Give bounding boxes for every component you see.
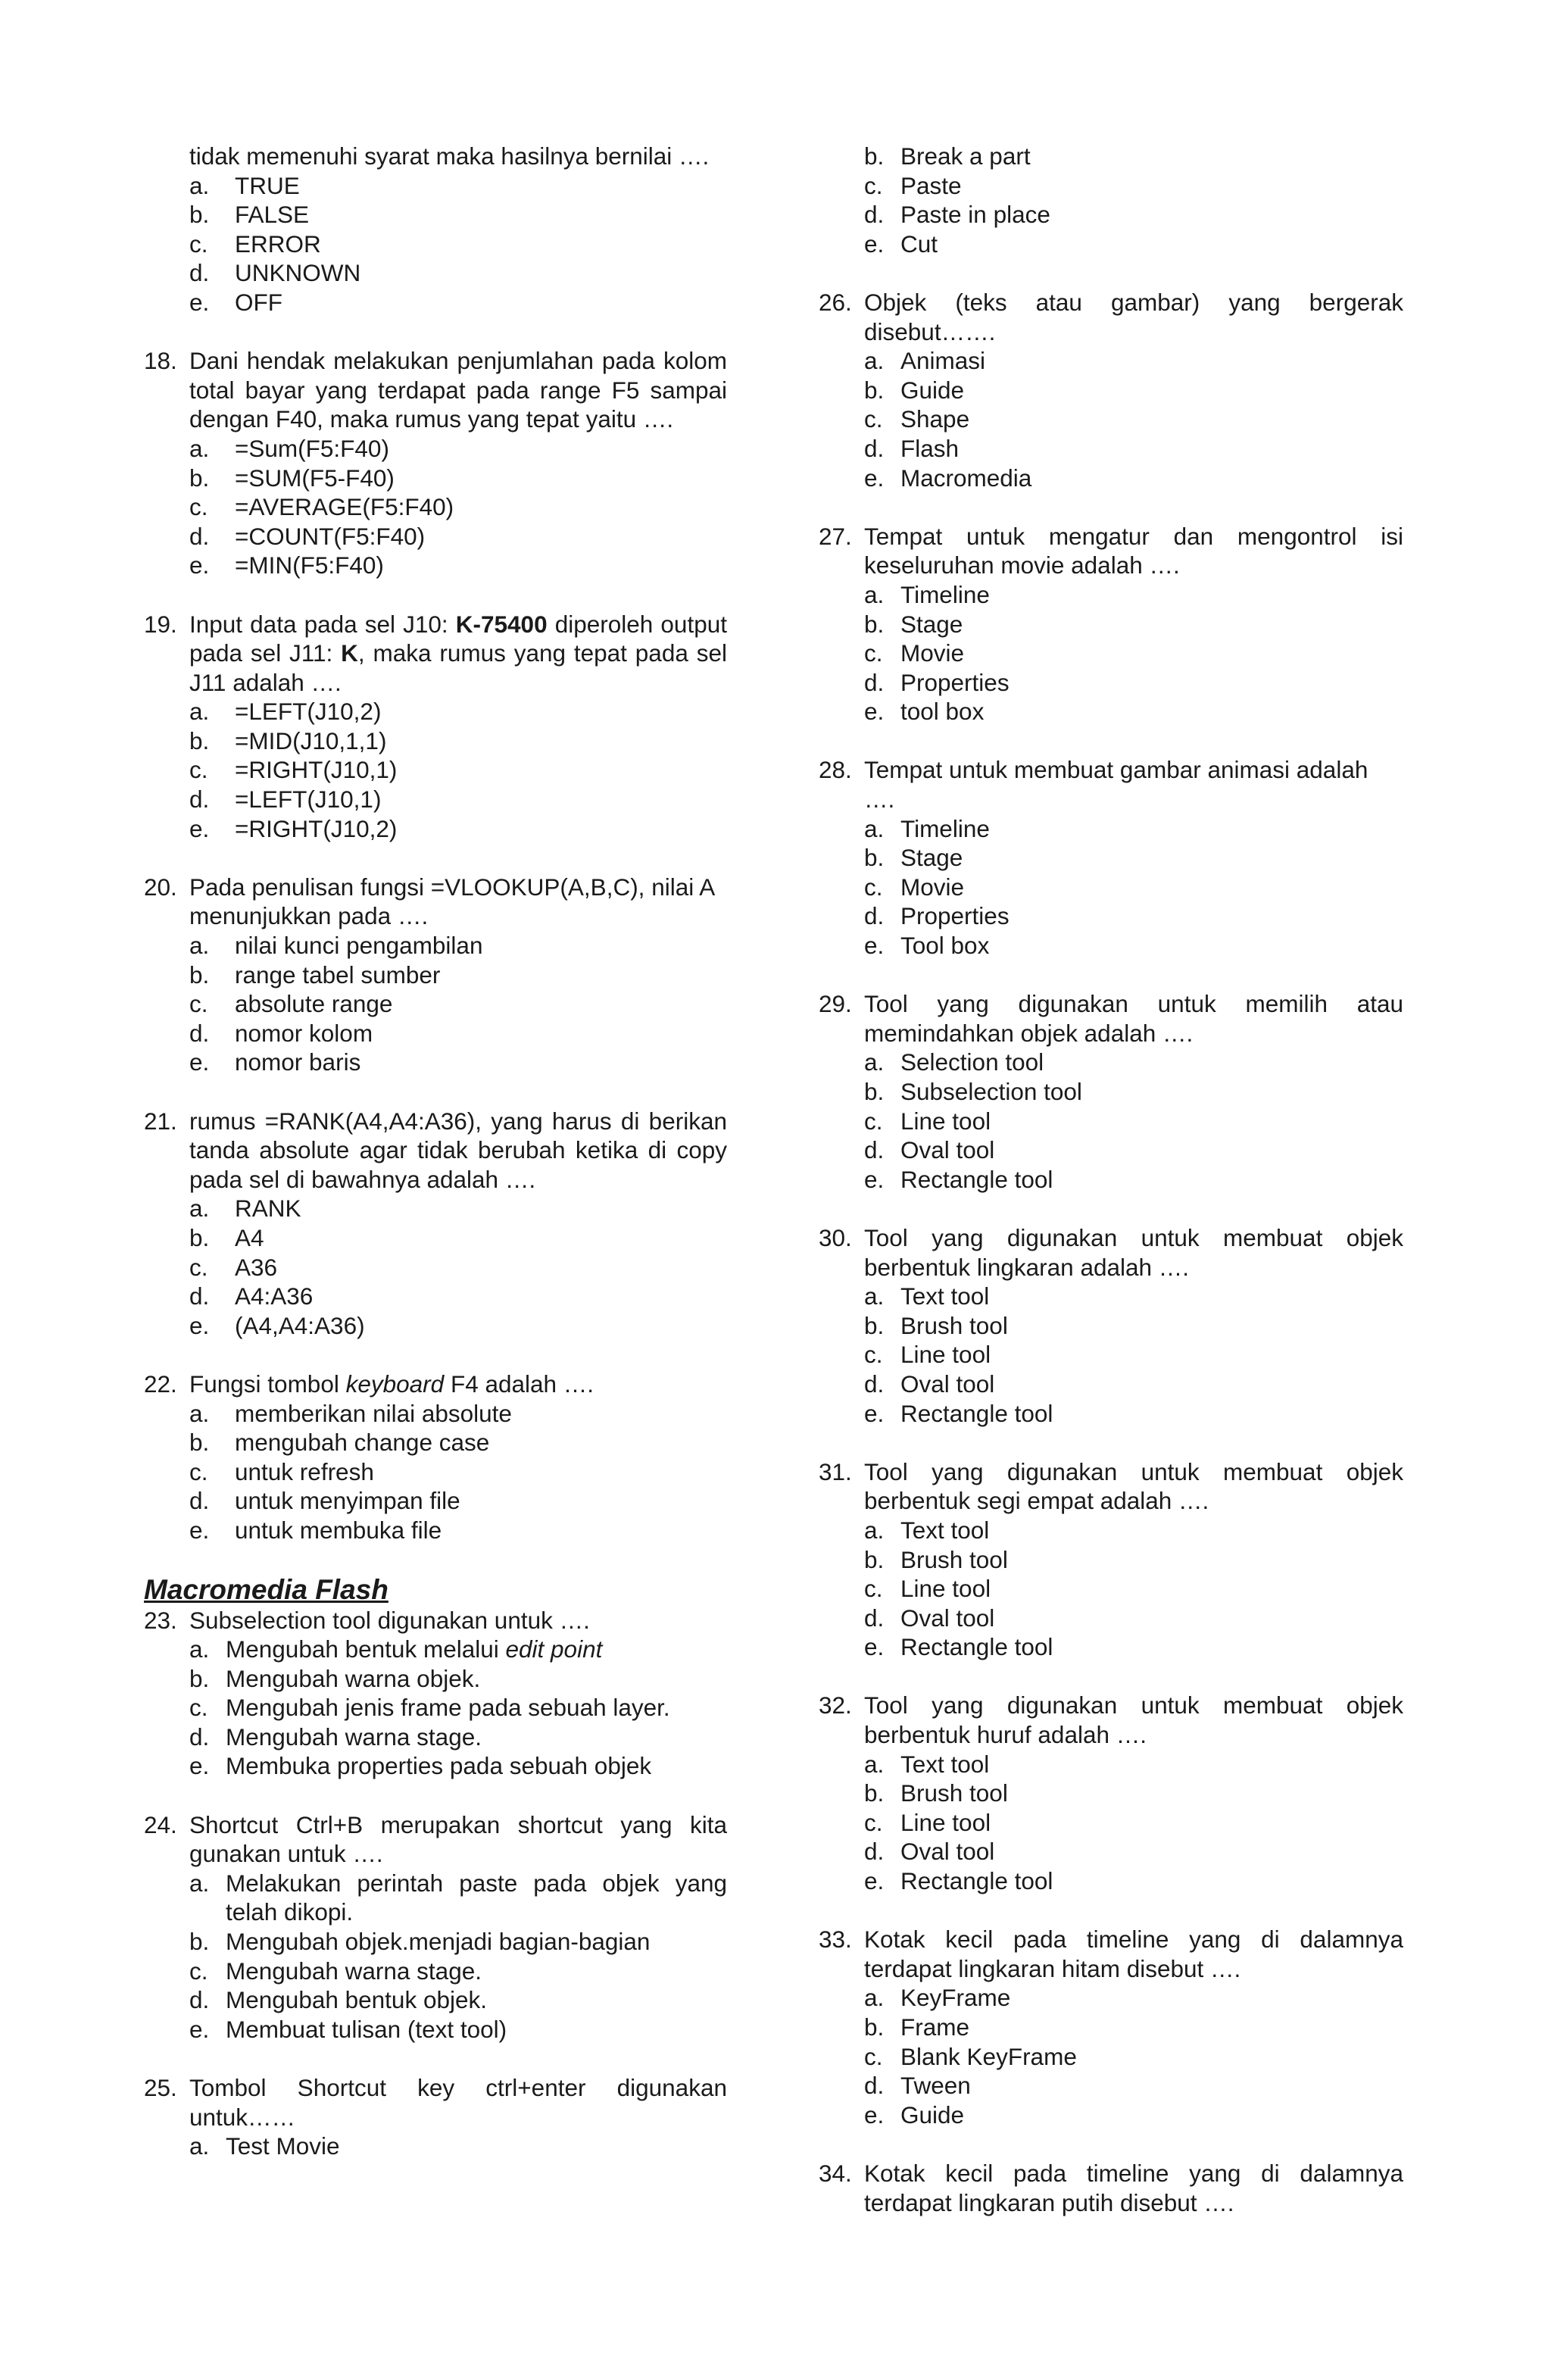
question-text: Tool yang digunakan untuk membuat objek berbentuk segi empat adalah ….: [864, 1457, 1403, 1515]
option-d: d. Properties: [864, 668, 1010, 696]
options-list: [819, 1048, 1403, 1194]
options-list: [144, 2132, 727, 2161]
option-d: d. A4:A36: [189, 1282, 314, 1310]
option-e: e. Rectangle tool: [864, 1867, 1053, 1895]
option-a: a. =Sum(F5:F40): [189, 434, 389, 462]
option-c: c. Line tool: [864, 1341, 991, 1369]
question-25: [144, 2073, 727, 2161]
section-title: Macromedia Flash: [144, 1573, 389, 1605]
option-c: c. untuk refresh: [189, 1457, 374, 1485]
option-e: e. =RIGHT(J10,2): [189, 814, 398, 842]
option-d: d. Oval tool: [864, 1838, 995, 1866]
option-b: b. FALSE: [189, 201, 310, 229]
option-c: c. Line tool: [864, 1808, 991, 1836]
question-number: 33.: [819, 1926, 852, 1954]
options-list: [819, 142, 1403, 258]
option-d: d. =LEFT(J10,1): [189, 786, 382, 814]
option-a: a. =LEFT(J10,2): [189, 698, 382, 726]
option-e: e. Guide: [864, 2100, 965, 2129]
options-list: [819, 1750, 1403, 1896]
output-value: K: [341, 639, 358, 667]
option-c: c. Blank KeyFrame: [864, 2042, 1077, 2070]
option-b: b. Frame: [864, 2013, 970, 2041]
option-a: a. memberikan nilai absolute: [189, 1399, 512, 1427]
option-b: b. =SUM(F5-F40): [189, 464, 395, 492]
option-c: c. Line tool: [864, 1107, 991, 1135]
option-d: d. Mengubah warna stage.: [189, 1723, 482, 1751]
option-e: e. Rectangle tool: [864, 1633, 1053, 1661]
option-e: e. =MIN(F5:F40): [189, 551, 384, 579]
option-c: c. =RIGHT(J10,1): [189, 756, 398, 784]
options-list: [144, 1869, 727, 2044]
question-27: [819, 522, 1403, 726]
option-a: a. KeyFrame: [864, 1984, 1011, 2012]
option-b: b. Brush tool: [864, 1311, 1008, 1339]
option-e: e. tool box: [864, 698, 985, 726]
option-c: c. Paste: [864, 171, 962, 199]
option-a: a. Mengubah bentuk melalui edit point: [189, 1635, 603, 1663]
option-b: b. Guide: [864, 376, 965, 404]
question-text: Pada penulisan fungsi =VLOOKUP(A,B,C), nilai A menunjukkan pada ….: [189, 873, 714, 930]
question-number: 21.: [144, 1107, 177, 1135]
option-a: a. nilai kunci pengambilan: [189, 932, 483, 960]
option-e: e. Rectangle tool: [864, 1399, 1053, 1427]
option-c: c. =AVERAGE(F5:F40): [189, 493, 454, 521]
option-a: a. Text tool: [864, 1516, 990, 1544]
option-b: b. Stage: [864, 844, 963, 872]
option-a: a. Text tool: [864, 1750, 990, 1778]
question-32: [819, 1691, 1403, 1895]
option-e: e. (A4,A4:A36): [189, 1311, 365, 1339]
question-number: 19.: [144, 610, 177, 638]
option-b: b. =MID(J10,1,1): [189, 726, 387, 754]
option-b: b. Stage: [864, 610, 963, 638]
option-c: c. Mengubah jenis frame pada sebuah layer.: [189, 1694, 670, 1722]
question-34: [819, 2159, 1403, 2217]
right-column: [819, 142, 1403, 2217]
question-number: 28.: [819, 756, 852, 784]
option-a: a. Test Movie: [189, 2132, 340, 2160]
question-number: 22.: [144, 1370, 177, 1398]
option-b: b. Mengubah objek.menjadi bagian-bagian: [189, 1928, 651, 1956]
options-list: [144, 1399, 727, 1545]
question-text: Tool yang digunakan untuk membuat objek berbentuk huruf adalah ….: [864, 1691, 1403, 1749]
question-number: 23.: [144, 1606, 177, 1634]
question-text: Fungsi tombol keyboard F4 adalah ….: [189, 1370, 594, 1398]
option-b: b. range tabel sumber: [189, 960, 441, 989]
option-e: e. Membuat tulisan (text tool): [189, 2015, 507, 2043]
question-number: 30.: [819, 1223, 852, 1251]
option-e: e. Cut: [864, 230, 938, 258]
question-text: Dani hendak melakukan penjumlahan pada kolom total bayar yang terdapat pada range F5 sampai dengan F40, maka rumus yang tepat yaitu ….: [189, 347, 727, 433]
option-b: b. mengubah change case: [189, 1429, 490, 1457]
question-text: Tool yang digunakan untuk membuat objek berbentuk lingkaran adalah ….: [864, 1223, 1403, 1281]
option-e: e. nomor baris: [189, 1048, 361, 1076]
options-list: [819, 580, 1403, 726]
option-c: c. absolute range: [189, 990, 393, 1018]
option-a: a. Timeline: [864, 580, 990, 608]
question-29: [819, 989, 1403, 1194]
question-text: Subselection tool digunakan untuk ….: [189, 1606, 590, 1634]
option-c: c. ERROR: [189, 230, 321, 258]
question-text: Kotak kecil pada timeline yang di dalamnya terdapat lingkaran putih disebut ….: [864, 2159, 1403, 2216]
question-number: 32.: [819, 1691, 852, 1719]
option-c: c. A36: [189, 1253, 278, 1281]
question-number: 24.: [144, 1810, 177, 1838]
question-25-continued: [819, 142, 1403, 258]
input-value: K-75400: [455, 610, 548, 638]
option-e: e. Tool box: [864, 932, 990, 960]
option-a: a. RANK: [189, 1195, 301, 1223]
option-a: a. Melakukan perintah paste pada objek yang telah dikopi.: [189, 1869, 727, 1926]
question-text: Tombol Shortcut key ctrl+enter digunakan untuk……: [189, 2074, 727, 2131]
question-text: rumus =RANK(A4,A4:A36), yang harus di berikan tanda absolute agar tidak berubah ketika di copy pada sel di bawahnya adalah ….: [189, 1107, 727, 1193]
option-b: b. Mengubah warna objek.: [189, 1664, 481, 1692]
option-a: a. Animasi: [864, 347, 986, 375]
question-24: [144, 1810, 727, 2044]
option-b: b. Brush tool: [864, 1779, 1008, 1807]
option-d: d. Properties: [864, 902, 1010, 930]
question-18: [144, 346, 727, 580]
option-e: e. Rectangle tool: [864, 1165, 1053, 1193]
question-20: [144, 873, 727, 1077]
options-list: [144, 1194, 727, 1340]
option-e: e. Membuka properties pada sebuah objek: [189, 1752, 652, 1780]
option-d: d. UNKNOWN: [189, 259, 361, 287]
question-number: 26.: [819, 288, 852, 316]
option-c: c. Movie: [864, 873, 965, 901]
option-a: a. TRUE: [189, 171, 300, 199]
option-c: c. Mengubah warna stage.: [189, 1957, 482, 1985]
options-list: [144, 171, 727, 317]
question-19: [144, 610, 727, 844]
question-text: Kotak kecil pada timeline yang di dalamnya terdapat lingkaran hitam disebut ….: [864, 1926, 1403, 1982]
options-list: [819, 1282, 1403, 1428]
question-22: [144, 1370, 727, 1545]
options-list: [144, 434, 727, 580]
option-d: d. Flash: [864, 434, 960, 462]
question-text: Shortcut Ctrl+B merupakan shortcut yang kita gunakan untuk ….: [189, 1810, 727, 1868]
question-text: tidak memenuhi syarat maka hasilnya bernilai ….: [189, 142, 710, 170]
option-a: a. Selection tool: [864, 1048, 1044, 1076]
options-list: [144, 697, 727, 843]
option-a: a. Text tool: [864, 1282, 990, 1310]
left-column: [144, 142, 727, 2161]
question-text: Tool yang digunakan untuk memilih atau memindahkan objek adalah ….: [864, 990, 1403, 1047]
question-21: [144, 1107, 727, 1341]
options-list: [819, 814, 1403, 960]
option-b: b. Subselection tool: [864, 1078, 1082, 1105]
option-d: d. =COUNT(F5:F40): [189, 522, 426, 550]
question-26: [819, 288, 1403, 492]
option-c: c. Shape: [864, 405, 970, 433]
option-d: d. Oval tool: [864, 1370, 995, 1398]
question-number: 18.: [144, 347, 177, 375]
options-list: [819, 1516, 1403, 1662]
option-c: c. Movie: [864, 639, 965, 667]
option-b: b. Break a part: [864, 142, 1031, 170]
question-text: Objek (teks atau gambar) yang bergerak disebut…….: [864, 288, 1403, 345]
option-e: e. Macromedia: [864, 464, 1032, 492]
option-d: d. Paste in place: [864, 201, 1050, 229]
option-d: d. Oval tool: [864, 1604, 995, 1632]
option-d: d. untuk menyimpan file: [189, 1487, 460, 1515]
options-list: [819, 1983, 1403, 2129]
question-23: [144, 1606, 727, 1782]
question-28: [819, 755, 1403, 960]
question-33: [819, 1925, 1403, 2129]
question-number: 29.: [819, 990, 852, 1018]
question-number: 20.: [144, 873, 177, 901]
question-text: Tempat untuk membuat gambar animasi adalah ….: [864, 756, 1368, 814]
option-b: b. Brush tool: [864, 1545, 1008, 1573]
question-number: 34.: [819, 2159, 852, 2187]
question-17-continued: [144, 142, 727, 317]
option-a: a. Timeline: [864, 814, 990, 842]
question-number: 27.: [819, 522, 852, 550]
question-30: [819, 1223, 1403, 1428]
option-b: b. A4: [189, 1223, 264, 1251]
option-d: d. nomor kolom: [189, 1019, 373, 1047]
option-d: d. Mengubah bentuk objek.: [189, 1986, 488, 2014]
option-e: e. OFF: [189, 288, 282, 316]
question-31: [819, 1457, 1403, 1662]
options-list: [144, 1635, 727, 1781]
question-number: 25.: [144, 2074, 177, 2101]
question-text: Input data pada sel J10: K-75400 diperoleh output pada sel J11: K, maka rumus yang tepat pada sel J11 adalah ….: [189, 610, 727, 696]
option-e: e. untuk membuka file: [189, 1516, 442, 1544]
question-number: 31.: [819, 1457, 852, 1485]
option-d: d. Tween: [864, 2072, 971, 2100]
options-list: [819, 346, 1403, 492]
option-d: d. Oval tool: [864, 1136, 995, 1164]
options-list: [144, 931, 727, 1077]
question-text: Tempat untuk mengatur dan mengontrol isi keseluruhan movie adalah ….: [864, 522, 1403, 579]
option-c: c. Line tool: [864, 1575, 991, 1603]
